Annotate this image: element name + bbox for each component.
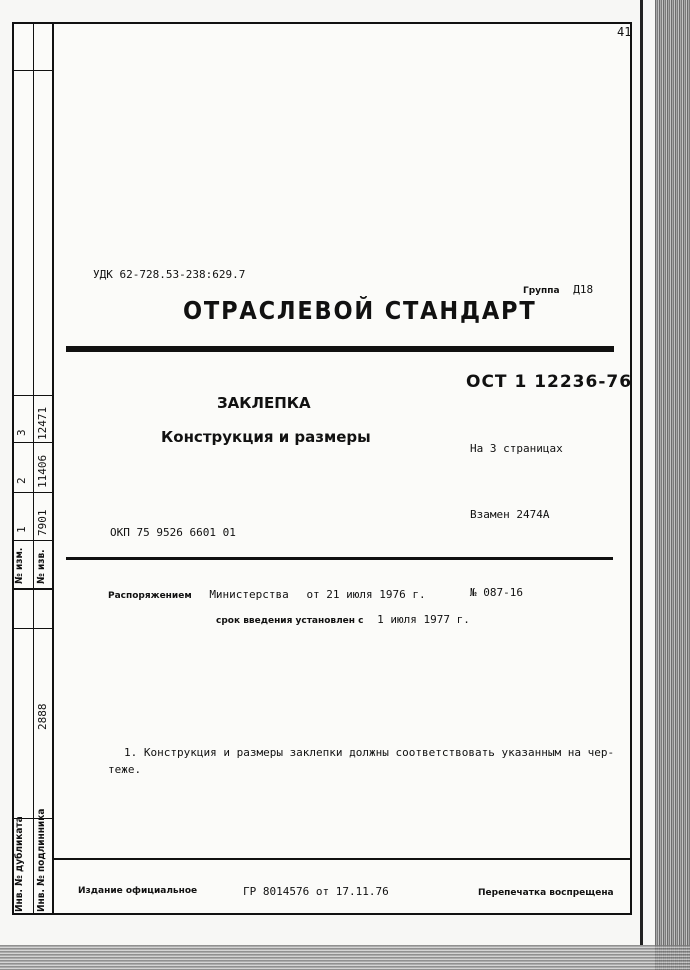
document-subtitle: Конструкция и размеры — [161, 428, 371, 446]
change-number-3: 3 — [15, 429, 28, 436]
edition-note: Издание официальное — [78, 886, 198, 896]
change-number-1: 1 — [15, 526, 28, 533]
notice-number-3: 12471 — [36, 406, 49, 440]
change-number-2: 2 — [15, 477, 28, 484]
notice-number-1: 7901 — [36, 509, 49, 536]
document-frame — [12, 22, 632, 915]
order-number: № 087-16 — [470, 586, 523, 599]
original-inventory-label: Инв. № подлинника — [36, 808, 47, 912]
effective-date: 1 июля 1977 г. — [377, 613, 470, 626]
standard-code: ОСТ 1 12236-76 — [466, 372, 633, 392]
strip-line — [12, 70, 54, 71]
pages-note: На 3 страницах — [470, 442, 563, 455]
effective-label: срок введения установлен с — [216, 616, 364, 626]
strip-line — [12, 540, 54, 541]
body-text-line-1: 1. Конструкция и размеры заклепки должны соответствовать указанным на чер- — [124, 746, 615, 759]
strip-line — [12, 588, 54, 590]
duplicate-inventory-label: Инв. № дубликата — [14, 816, 25, 912]
scan-edge-right — [655, 0, 690, 970]
footer-rule — [54, 858, 632, 860]
notice-number-2: 11406 — [36, 454, 49, 488]
scan-edge-bottom — [0, 945, 690, 970]
strip-line — [12, 395, 54, 396]
header-bottom-rule — [66, 557, 613, 560]
side-strip-divider — [33, 22, 34, 915]
reprint-note: Перепечатка воспрещена — [478, 888, 614, 898]
title-rule — [66, 346, 614, 352]
udk-code: УДК 62-728.53-238:629.7 — [93, 268, 246, 281]
change-number-header: № изм. — [14, 547, 25, 584]
group-label: Группа — [523, 286, 560, 296]
page-title: ОТРАСЛЕВОЙ СТАНДАРТ — [183, 296, 537, 325]
replaces-note: Взамен 2474А — [470, 508, 550, 521]
strip-line — [12, 442, 54, 443]
body-text-line-2: теже. — [108, 763, 142, 776]
order-date: от 21 июля 1976 г. — [306, 588, 426, 601]
order-ministry: Министерства — [209, 588, 289, 601]
original-inventory-number: 2888 — [36, 703, 49, 730]
page-edge-line — [640, 0, 643, 945]
notice-number-header: № изв. — [36, 549, 47, 584]
strip-line — [12, 492, 54, 493]
registration-number: ГР 8014576 от 17.11.76 — [243, 885, 389, 898]
okp-code: ОКП 75 9526 6601 01 — [110, 526, 236, 539]
group-value: Д18 — [573, 283, 594, 296]
group-code — [523, 278, 593, 297]
order-line — [108, 583, 426, 602]
page-number: 41 — [617, 25, 632, 39]
document-title: ЗАКЛЕПКА — [217, 394, 311, 412]
strip-line — [12, 628, 54, 629]
effective-line — [216, 608, 470, 627]
order-prefix: Распоряжением — [108, 591, 192, 601]
